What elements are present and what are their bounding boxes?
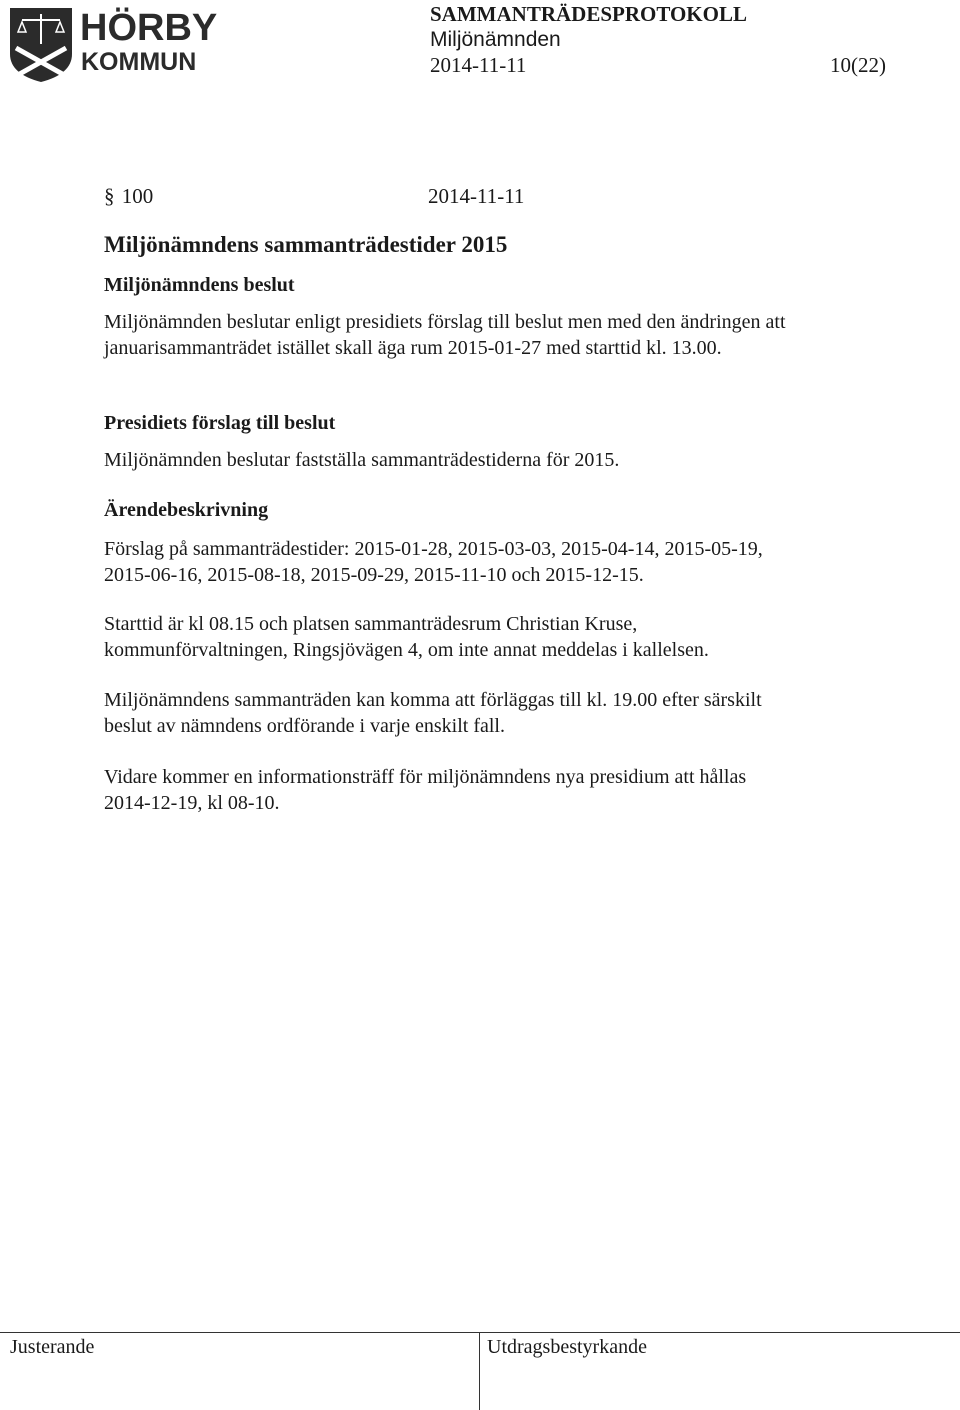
proposal-heading: Presidiets förslag till beslut	[104, 412, 336, 434]
footer-justerande-label: Justerande	[10, 1336, 95, 1358]
description-heading: Ärendebeskrivning	[104, 499, 269, 521]
logo-wordmark-bottom: KOMMUN	[81, 48, 197, 76]
section-sign: §	[104, 184, 115, 208]
paragraph-line	[104, 184, 525, 209]
hoerby-kommun-logo	[8, 4, 218, 84]
footer-divider	[0, 1332, 960, 1333]
description-paragraph-1: Förslag på sammanträdestider: 2015-01-28, 2015-03-03, 2015-04-14, 2015-05-19, 2015-06-16, 2015-08-18, 2015-09-29, 2015-11-10 och 2015-12-15.	[104, 538, 763, 586]
coat-of-arms-icon	[8, 4, 218, 84]
footer-column-divider	[479, 1332, 480, 1410]
description-paragraph-3: Miljönämndens sammanträden kan komma att förläggas till kl. 19.00 efter särskilt beslut av nämndens ordförande i varje enskilt fall.	[104, 689, 762, 737]
decision-text: Miljönämnden beslutar enligt presidiets förslag till beslut men med den ändringen att januarisammanträdet istället skall äga rum 2015-01-27 med starttid kl. 13.00.	[104, 311, 786, 359]
page-number: 10(22)	[830, 53, 886, 77]
description-paragraph-2: Starttid är kl 08.15 och platsen sammanträdesrum Christian Kruse, kommunförvaltningen, Ringsjövägen 4, om inte annat meddelas i kallelsen.	[104, 613, 709, 661]
footer-utdragsbestyrkande-label: Utdragsbestyrkande	[487, 1336, 647, 1358]
paragraph-date: 2014-11-11	[428, 184, 525, 208]
committee-name: Miljönämnden	[430, 28, 561, 51]
item-title: Miljönämndens sammanträdestider 2015	[104, 232, 508, 257]
document-type: SAMMANTRÄDESPROTOKOLL	[430, 2, 747, 26]
meeting-date: 2014-11-11	[430, 53, 527, 77]
paragraph-number: 100	[121, 184, 154, 208]
description-paragraph-4: Vidare kommer en informationsträff för miljönämndens nya presidium att hållas 2014-12-19, kl 08-10.	[104, 766, 747, 814]
decision-heading: Miljönämndens beslut	[104, 274, 295, 296]
logo-wordmark-top: HÖRBY	[80, 7, 218, 49]
proposal-text: Miljönämnden beslutar fastställa sammanträdestiderna för 2015.	[104, 449, 620, 471]
